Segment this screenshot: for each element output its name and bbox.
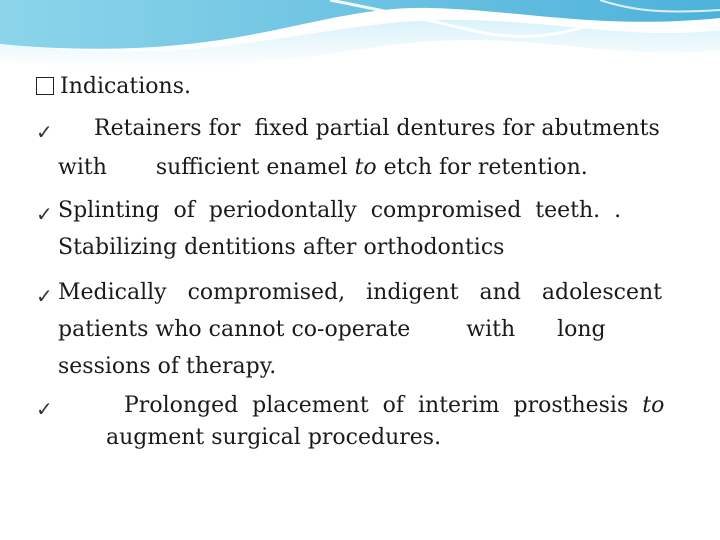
item-line: Retainers for fixed partial dentures for abutments <box>94 116 660 141</box>
wave-header-decoration <box>0 0 720 80</box>
item-line: sessions of therapy. <box>58 354 277 379</box>
check-icon: ✓ <box>36 284 53 308</box>
item-line: Medically compromised, indigent and adolescent <box>58 280 663 305</box>
item-line: with sufficient enamel to etch for retention. <box>58 155 588 180</box>
item-line: Prolonged placement of interim prosthesis to <box>124 393 665 418</box>
section-heading <box>36 72 191 102</box>
item-line: augment surgical procedures. <box>106 425 442 450</box>
check-icon: ✓ <box>36 397 53 421</box>
heading-text: Indications. <box>60 74 191 99</box>
item-line: Splinting of periodontally compromised teeth. . <box>58 198 622 223</box>
item-line: patients who cannot co-operate with long <box>58 317 606 342</box>
check-icon: ✓ <box>36 202 53 226</box>
item-line: Stabilizing dentitions after orthodontics <box>58 235 505 260</box>
square-bullet-icon <box>36 77 54 95</box>
check-icon: ✓ <box>36 120 53 144</box>
